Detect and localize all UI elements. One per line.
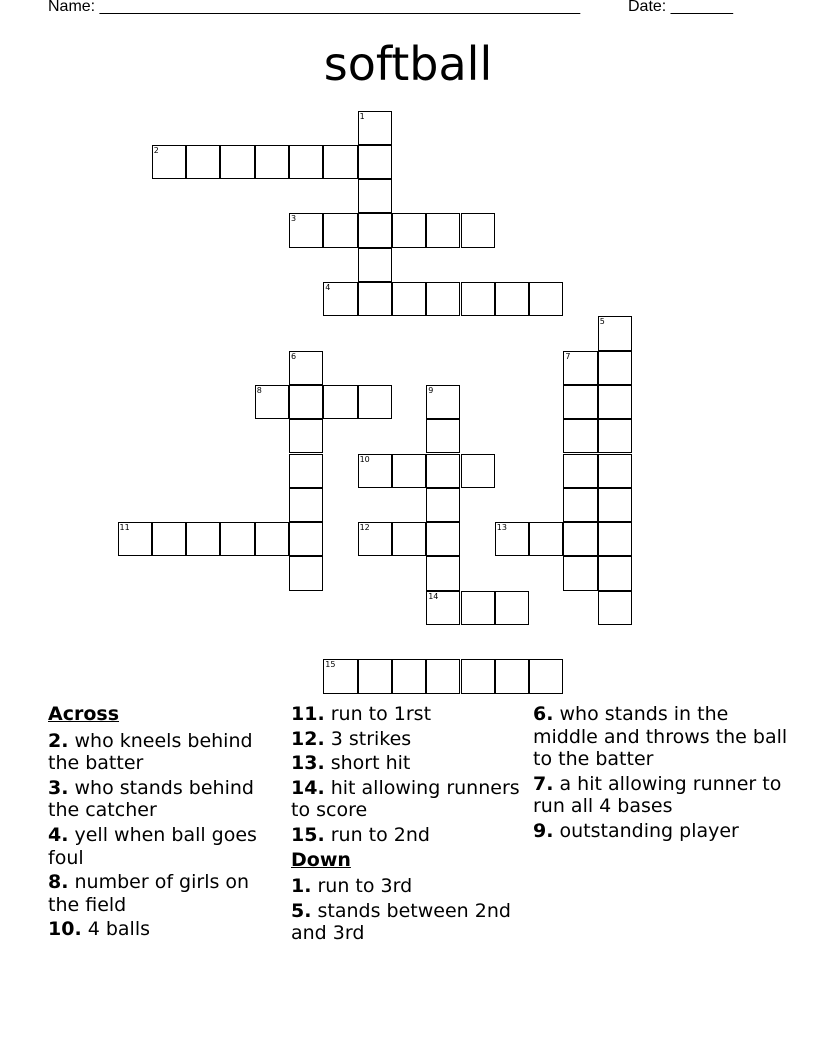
grid-cell[interactable] [598, 419, 632, 453]
clue-number: 14. [291, 776, 325, 799]
grid-cell[interactable] [118, 522, 152, 556]
grid-cell[interactable] [358, 179, 392, 213]
clue-text: run to 1rst [330, 703, 432, 725]
grid-cell[interactable] [289, 213, 323, 247]
grid-cell[interactable] [392, 659, 426, 693]
grid-cell[interactable] [392, 213, 426, 247]
grid-cell[interactable] [461, 282, 495, 316]
clue-number: 4. [48, 823, 69, 846]
grid-cell[interactable] [529, 522, 563, 556]
grid-cell[interactable] [255, 522, 289, 556]
grid-cell[interactable] [323, 213, 357, 247]
clue-text: who stands in the middle and throws the ball to the batter [533, 703, 788, 771]
clue-across-14 [291, 777, 521, 822]
grid-cell[interactable] [529, 282, 563, 316]
clue-across-13 [291, 752, 521, 775]
grid-cell[interactable] [358, 145, 392, 179]
clue-across-4 [48, 824, 278, 869]
grid-cell[interactable] [598, 351, 632, 385]
grid-cell[interactable] [358, 248, 392, 282]
clue-across-10 [48, 918, 278, 941]
grid-cell[interactable] [289, 488, 323, 522]
cell-number: 9 [428, 385, 434, 395]
grid-cell[interactable] [495, 659, 529, 693]
clue-number: 15. [291, 823, 325, 846]
clue-across-2 [48, 730, 278, 775]
grid-cell[interactable] [426, 454, 460, 488]
grid-cell[interactable] [358, 659, 392, 693]
grid-cell[interactable] [426, 556, 460, 590]
grid-cell[interactable] [563, 522, 597, 556]
grid-cell[interactable] [426, 419, 460, 453]
grid-cell[interactable] [461, 591, 495, 625]
date-field-label: Date: _______ [628, 0, 733, 15]
clue-across-12 [291, 728, 521, 751]
clue-number: 7. [533, 772, 554, 795]
clue-text: yell when ball goes foul [48, 823, 257, 869]
grid-cell[interactable] [461, 454, 495, 488]
clue-number: 9. [533, 819, 554, 842]
clue-number: 12. [291, 727, 325, 750]
grid-cell[interactable] [358, 213, 392, 247]
grid-cell[interactable] [323, 282, 357, 316]
clue-number: 2. [48, 729, 69, 752]
grid-cell[interactable] [426, 385, 460, 419]
cell-number: 7 [565, 351, 571, 361]
clue-across-11 [291, 703, 521, 726]
grid-cell[interactable] [358, 454, 392, 488]
grid-cell[interactable] [426, 282, 460, 316]
clue-number: 1. [291, 875, 312, 898]
grid-cell[interactable] [152, 522, 186, 556]
cell-number: 10 [359, 454, 370, 464]
clue-number: 11. [291, 703, 325, 725]
grid-cell[interactable] [289, 351, 323, 385]
clue-text: who kneels behind the batter [48, 729, 253, 775]
cell-number: 11 [119, 523, 130, 533]
cell-number: 13 [496, 523, 507, 533]
grid-cell[interactable] [392, 522, 426, 556]
cell-number: 4 [325, 283, 331, 292]
grid-cell[interactable] [598, 591, 632, 625]
clue-text: outstanding player [559, 819, 739, 842]
grid-cell[interactable] [563, 454, 597, 488]
grid-cell[interactable] [152, 145, 186, 179]
grid-cell[interactable] [392, 282, 426, 316]
grid-cell[interactable] [461, 659, 495, 693]
clue-number: 3. [48, 776, 69, 799]
clue-text: run to 3rd [317, 875, 413, 898]
grid-cell[interactable] [289, 419, 323, 453]
page-title: softball [323, 37, 493, 91]
clue-column-2 [291, 703, 521, 947]
grid-cell[interactable] [426, 213, 460, 247]
clue-down-6 [533, 703, 793, 771]
grid-cell[interactable] [255, 385, 289, 419]
clue-column-3 [533, 703, 793, 845]
grid-cell[interactable] [598, 316, 632, 350]
clue-number: 6. [533, 703, 554, 725]
clue-text: hit allowing runners to score [291, 776, 520, 822]
grid-cell[interactable] [598, 385, 632, 419]
cell-number: 12 [359, 523, 370, 533]
grid-cell[interactable] [358, 282, 392, 316]
grid-cell[interactable] [426, 591, 460, 625]
grid-cell[interactable] [289, 556, 323, 590]
grid-cell[interactable] [323, 145, 357, 179]
grid-cell[interactable] [495, 522, 529, 556]
clue-number: 8. [48, 871, 69, 894]
cell-number: 3 [291, 214, 297, 224]
cell-number: 8 [256, 385, 262, 395]
cell-number: 2 [153, 145, 159, 155]
grid-cell[interactable] [358, 385, 392, 419]
grid-cell[interactable] [358, 111, 392, 145]
cell-number: 5 [599, 317, 605, 327]
across-heading: Across [48, 703, 120, 725]
grid-cell[interactable] [220, 145, 254, 179]
grid-cell[interactable] [495, 282, 529, 316]
clue-text: 4 balls [87, 918, 151, 941]
clue-across-8 [48, 871, 278, 916]
grid-cell[interactable] [563, 351, 597, 385]
grid-cell[interactable] [255, 145, 289, 179]
grid-cell[interactable] [289, 454, 323, 488]
grid-cell[interactable] [186, 522, 220, 556]
grid-cell[interactable] [289, 522, 323, 556]
clue-number: 10. [48, 918, 82, 941]
grid-cell[interactable] [563, 556, 597, 590]
grid-cell[interactable] [461, 213, 495, 247]
cell-number: 14 [428, 591, 439, 601]
grid-cell[interactable] [186, 145, 220, 179]
grid-cell[interactable] [495, 591, 529, 625]
grid-cell[interactable] [289, 385, 323, 419]
grid-cell[interactable] [426, 488, 460, 522]
grid-cell[interactable] [563, 419, 597, 453]
clue-down-7 [533, 773, 793, 818]
grid-cell[interactable] [323, 659, 357, 693]
down-heading: Down [291, 848, 351, 871]
grid-cell[interactable] [529, 659, 563, 693]
clue-text: 3 strikes [330, 727, 412, 750]
grid-cell[interactable] [598, 522, 632, 556]
cell-number: 15 [325, 660, 336, 670]
grid-cell[interactable] [598, 488, 632, 522]
cell-number: 1 [359, 111, 365, 121]
clue-across-15 [291, 824, 521, 847]
clue-text: number of girls on the field [48, 871, 250, 916]
clue-text: short hit [330, 752, 411, 775]
cell-number: 6 [291, 351, 297, 361]
grid-cell[interactable] [323, 385, 357, 419]
grid-cell[interactable] [563, 488, 597, 522]
grid-cell[interactable] [220, 522, 254, 556]
clue-down-1 [291, 875, 521, 898]
grid-cell[interactable] [289, 145, 323, 179]
grid-cell[interactable] [426, 522, 460, 556]
clue-number: 13. [291, 752, 325, 775]
clue-down-5 [291, 900, 521, 945]
clue-column-1 [48, 703, 278, 943]
clue-text: run to 2nd [330, 823, 430, 846]
clue-across-3 [48, 777, 278, 822]
clue-text: who stands behind the catcher [48, 776, 254, 822]
name-field-label: Name: ______________________________________________________ [48, 0, 581, 15]
grid-cell[interactable] [426, 659, 460, 693]
grid-cell[interactable] [563, 385, 597, 419]
clue-number: 5. [291, 899, 312, 922]
clue-down-9 [533, 820, 793, 843]
clue-text: a hit allowing runner to run all 4 bases [533, 772, 782, 818]
grid-cell[interactable] [598, 454, 632, 488]
grid-cell[interactable] [358, 522, 392, 556]
grid-cell[interactable] [392, 454, 426, 488]
grid-cell[interactable] [598, 556, 632, 590]
clue-text: stands between 2nd and 3rd [291, 899, 511, 945]
